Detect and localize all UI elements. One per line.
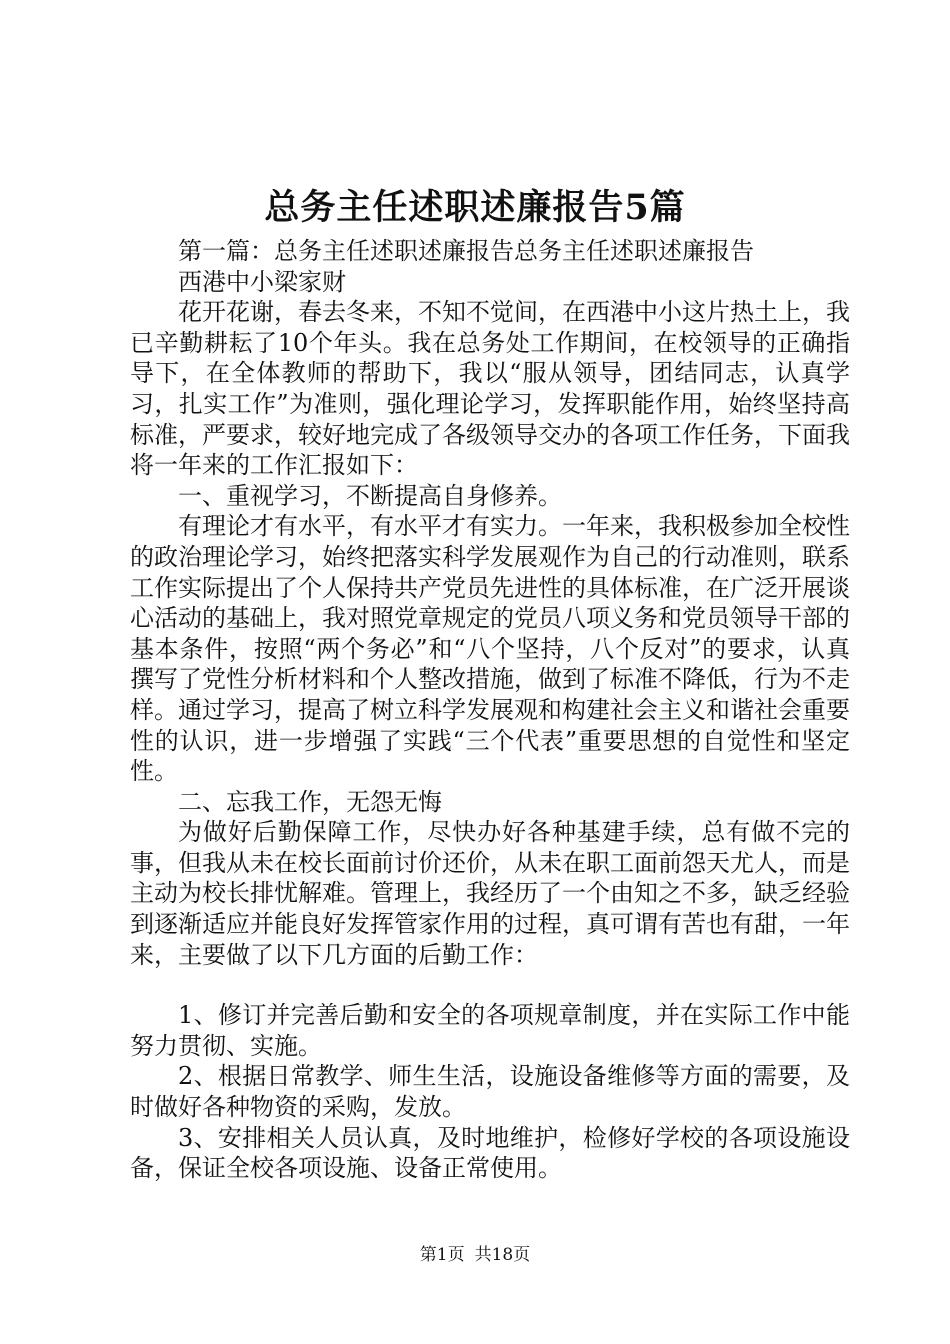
body-paragraph: 为做好后勤保障工作，尽快办好各种基建手续，总有做不完的事，但我从未在校长面前讨价还价，从未在职工面前怨天尤人，而是主动为校长排忧解难。管理上，我经历了一个由知之不多，缺乏经验到逐渐适应并能良好发挥管家作用的过程，真可谓有苦也有甜，一年来，主要做了以下几方面的后勤工作： [130, 818, 850, 969]
document-body [130, 236, 850, 1184]
list-item: 2、根据日常教学、师生生活，设施设备维修等方面的需要，及时做好各种物资的采购，发放。 [130, 1062, 850, 1122]
body-paragraph: 有理论才有水平，有水平才有实力。一年来，我积极参加全校性的政治理论学习，始终把落实科学发展观作为自己的行动准则，联系工作实际提出了个人保持共产党员先进性的具体标准，在广泛开展谈心活动的基础上，我对照党章规定的党员八项义务和党员领导干部的基本条件，按照“两个务必”和“八个坚持，八个反对”的要求，认真撰写了党性分析材料和个人整改措施，做到了标准不降低，行为不走样。通过学习，提高了树立科学发展观和构建社会主义和谐社会重要性的认识，进一步增强了实践“三个代表”重要思想的自觉性和坚定性。 [130, 512, 850, 786]
list-item: 3、安排相关人员认真，及时地维护，检修好学校的各项设施设备，保证全校各项设施、设备正常使用。 [130, 1123, 850, 1183]
section-heading-first-article: 第一篇：总务主任述职述廉报告总务主任述职述廉报告 [178, 237, 754, 265]
author-line: 西港中小梁家财 [178, 267, 346, 296]
page-footer [0, 1244, 950, 1266]
document-title: 总务主任述职述廉报告5篇 [264, 187, 686, 228]
page-number: 第1页 [419, 1245, 465, 1265]
list-item: 1、修订并完善后勤和安全的各项规章制度，并在实际工作中能努力贯彻、实施。 [130, 1001, 850, 1060]
section-heading-study: 一、重视学习，不断提高自身修养。 [178, 481, 562, 510]
page-total: 共18页 [474, 1245, 531, 1265]
body-paragraph: 花开花谢，春去冬来，不知不觉间，在西港中小这片热土上，我已辛勤耕耘了10个年头。我在总务处工作期间，在校领导的正确指导下，在全体教师的帮助下，我以“服从领导，团结同志，认真学习，扎实工作”为准则，强化理论学习，发挥职能作用，始终坚持高标准，严要求，较好地完成了各级领导交办的各项工作任务，下面我将一年来的工作汇报如下： [130, 298, 850, 480]
section-heading-work: 二、忘我工作，无怨无悔 [178, 787, 442, 816]
